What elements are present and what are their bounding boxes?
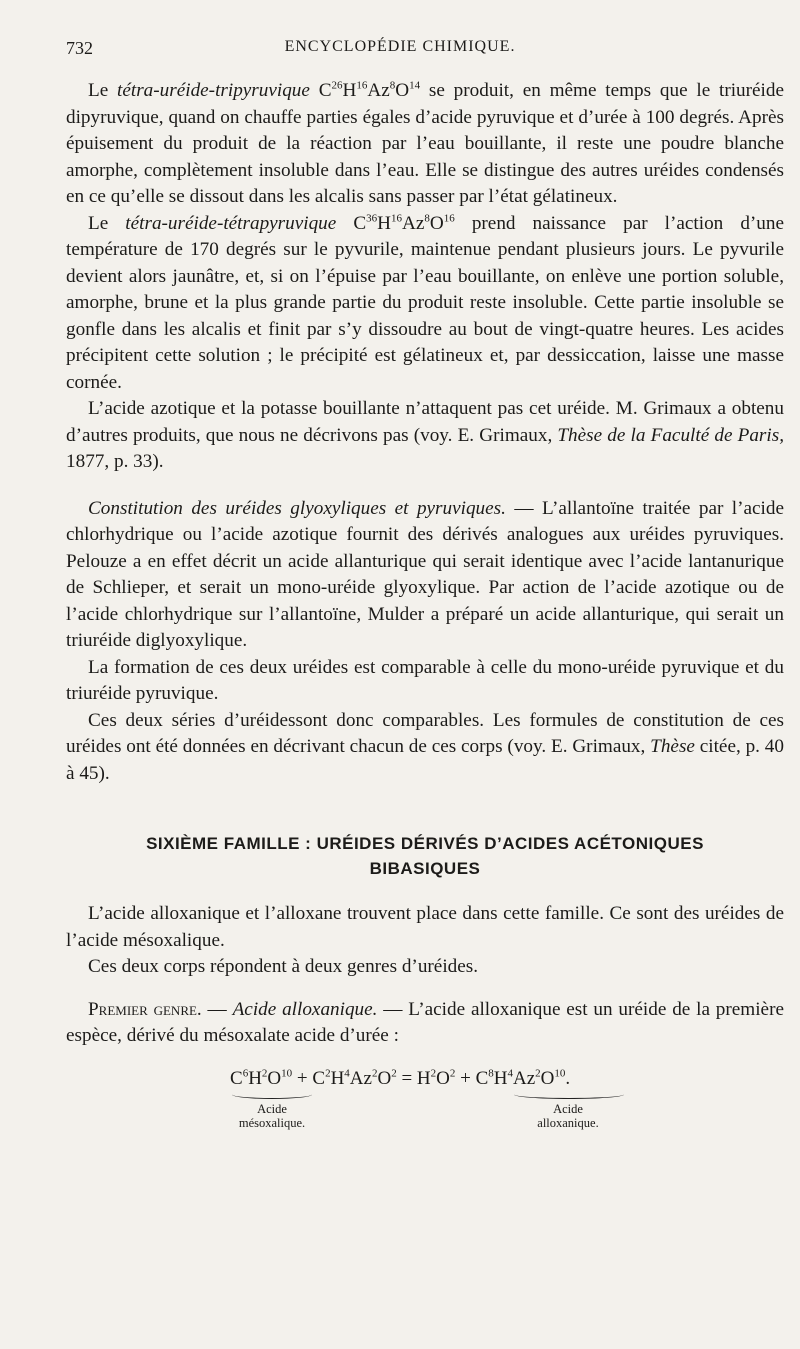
underbrace-left — [232, 1090, 312, 1099]
paragraph-tetra-ureide-tetrapyruvique — [66, 211, 784, 397]
paragraph-text: Ces deux corps répondent à deux genres d’uréides. — [88, 956, 479, 977]
formula-water: $H^2O^2$ — [416, 1067, 456, 1089]
page-header — [66, 38, 734, 60]
paragraph-text: prend naissance par l’action d’une température de 170 degrés sur le pyvurile, maintenue pendant plusieurs jours. Le pyvurile devient alors jaunâtre, et, si on l’épuise par l’eau bouillante, on enlève une portion soluble, amorphe, brune et la plus grande partie du produit reste insoluble. Cette partie insoluble se gonfle dans les alcalis et finit par s’y dissoudre au bout de vingt-quatre heures. Les acides précipitent cette solution ; le précipité est gélatineux et, par dessiccation, laisse une masse cornée. — [66, 212, 785, 393]
paragraph-heading: Constitution des uréides glyoxyliques et pyruviques. — [88, 497, 506, 519]
section-title-line: SIXIÈME FAMILLE : URÉIDES DÉRIVÉS D’ACIDES ACÉTONIQUES — [146, 834, 704, 853]
paragraph-deux-corps — [66, 954, 784, 981]
paragraph-text: L’acide azotique et la potasse bouillante n’attaquent pas cet uréide. M. Grimaux a obtenu d’autres produits, que nous ne décrivons pas (voy. E. Grimaux, — [66, 398, 784, 446]
paragraph-premier-genre: Premier genre. — Acide alloxanique. — L’acide alloxanique est un uréide de la première espèce, dérivé du mésoxalate acide d’urée : — [66, 998, 784, 1046]
paragraph-text: La formation de ces deux uréides est comparable à celle du mono-uréide pyruvique et du triuréide pyruvique. — [66, 656, 784, 704]
reference-tail: citée, p. 40 à 45). — [66, 736, 784, 784]
paragraph-acide-azotique — [66, 396, 784, 476]
compound-name: tétra-uréide-tripyruvique — [117, 80, 310, 101]
reference-title: Thèse — [650, 736, 695, 757]
paragraph-text: L’acide alloxanique et l’alloxane trouvent place dans cette famille. Ce sont des uréides de l’acide mésoxalique. — [66, 903, 784, 951]
formula-alloxanic-acid: $C^8H^4Az^2O^{10}$ — [475, 1067, 566, 1089]
equation-line: $C^6H^2O^{10} + C^2H^4Az^2O^2 = H^2O^2 + C^8H^4Az^2O^{10}$. — [230, 1067, 571, 1089]
equation-label-left: Acide mésoxalique. — [238, 1101, 306, 1130]
chemical-formula: $C^{26}H^{16}Az^8O^{14}$ — [318, 79, 421, 101]
equation-label-right: Acide alloxanique. — [537, 1101, 599, 1130]
chemical-formula: $C^{36}H^{16}Az^8O^{16}$ — [353, 212, 455, 234]
compound-name: tétra-uréide-tétrapyruvique — [125, 212, 337, 234]
paragraph-lead: Le — [88, 80, 118, 101]
genre-title: Acide alloxanique. — [232, 998, 378, 1020]
paragraph-text: — L’acide alloxanique est un uréide de la première espèce, dérivé du mésoxalate acide d’urée : — [66, 998, 784, 1046]
section-title — [66, 831, 784, 881]
paragraph-text: — L’allantoïne traitée par l’acide chlorhydrique ou l’acide azotique fournit des dérivés analogues aux uréides pyruviques. Pelouze a en effet décrit un acide allanturique qui serait identique avec l’acide lantanurique de Schlieper, et serait un mono-uréide glyoxylique. Par action de l’acide azotique ou de l’acide chlorhydrique sur l’allantoïne, Mulder a préparé un acide allanturique, qui serait un triuréide diglyoxylique. — [66, 497, 784, 651]
section-title-line: BIBASIQUES — [369, 859, 481, 878]
formula-mesoxalic-acid: $C^6H^2O^{10}$ — [230, 1067, 293, 1089]
formula-urea: $C^2H^4Az^2O^2$ — [312, 1067, 397, 1089]
running-head: ENCYCLOPÉDIE CHIMIQUE. — [284, 38, 516, 55]
paragraph-constitution — [66, 496, 784, 655]
paragraph-tetra-ureide-tripyruvique — [66, 78, 784, 211]
page-body — [66, 78, 784, 1138]
genre-label: Premier genre. — [88, 998, 202, 1020]
paragraph-series — [66, 708, 784, 788]
underbrace-right — [514, 1090, 624, 1099]
chemical-equation — [66, 1068, 784, 1138]
reference-title: Thèse de la Faculté de Paris, — [557, 424, 784, 446]
paragraph-lead: Le — [88, 212, 126, 234]
paragraph-text: se produit, en même temps que le triuréide dipyruvique, quand on chauffe parties égales d’acide pyruvique et d’urée à 100 degrés. Après épuisement du produit de la réaction par l’eau bouillante, il reste une poudre blanche amorphe, complètement insoluble dans l’eau. Elle se distingue des autres uréides condensés en ce qu’elle se dissout dans les alcalis sans passer par l’état gélatineux. — [66, 80, 784, 207]
paragraph-text: Ces deux séries d’uréidessont donc comparables. Les formules de constitution de ces uréides ont été données en décrivant chacun de ces corps (voy. E. Grimaux, — [66, 709, 784, 757]
paragraph-formation — [66, 655, 784, 708]
paragraph-alloxanique-intro — [66, 901, 784, 954]
page-number: 732 — [66, 38, 93, 58]
reference-tail: 1877, p. 33). — [66, 451, 164, 472]
